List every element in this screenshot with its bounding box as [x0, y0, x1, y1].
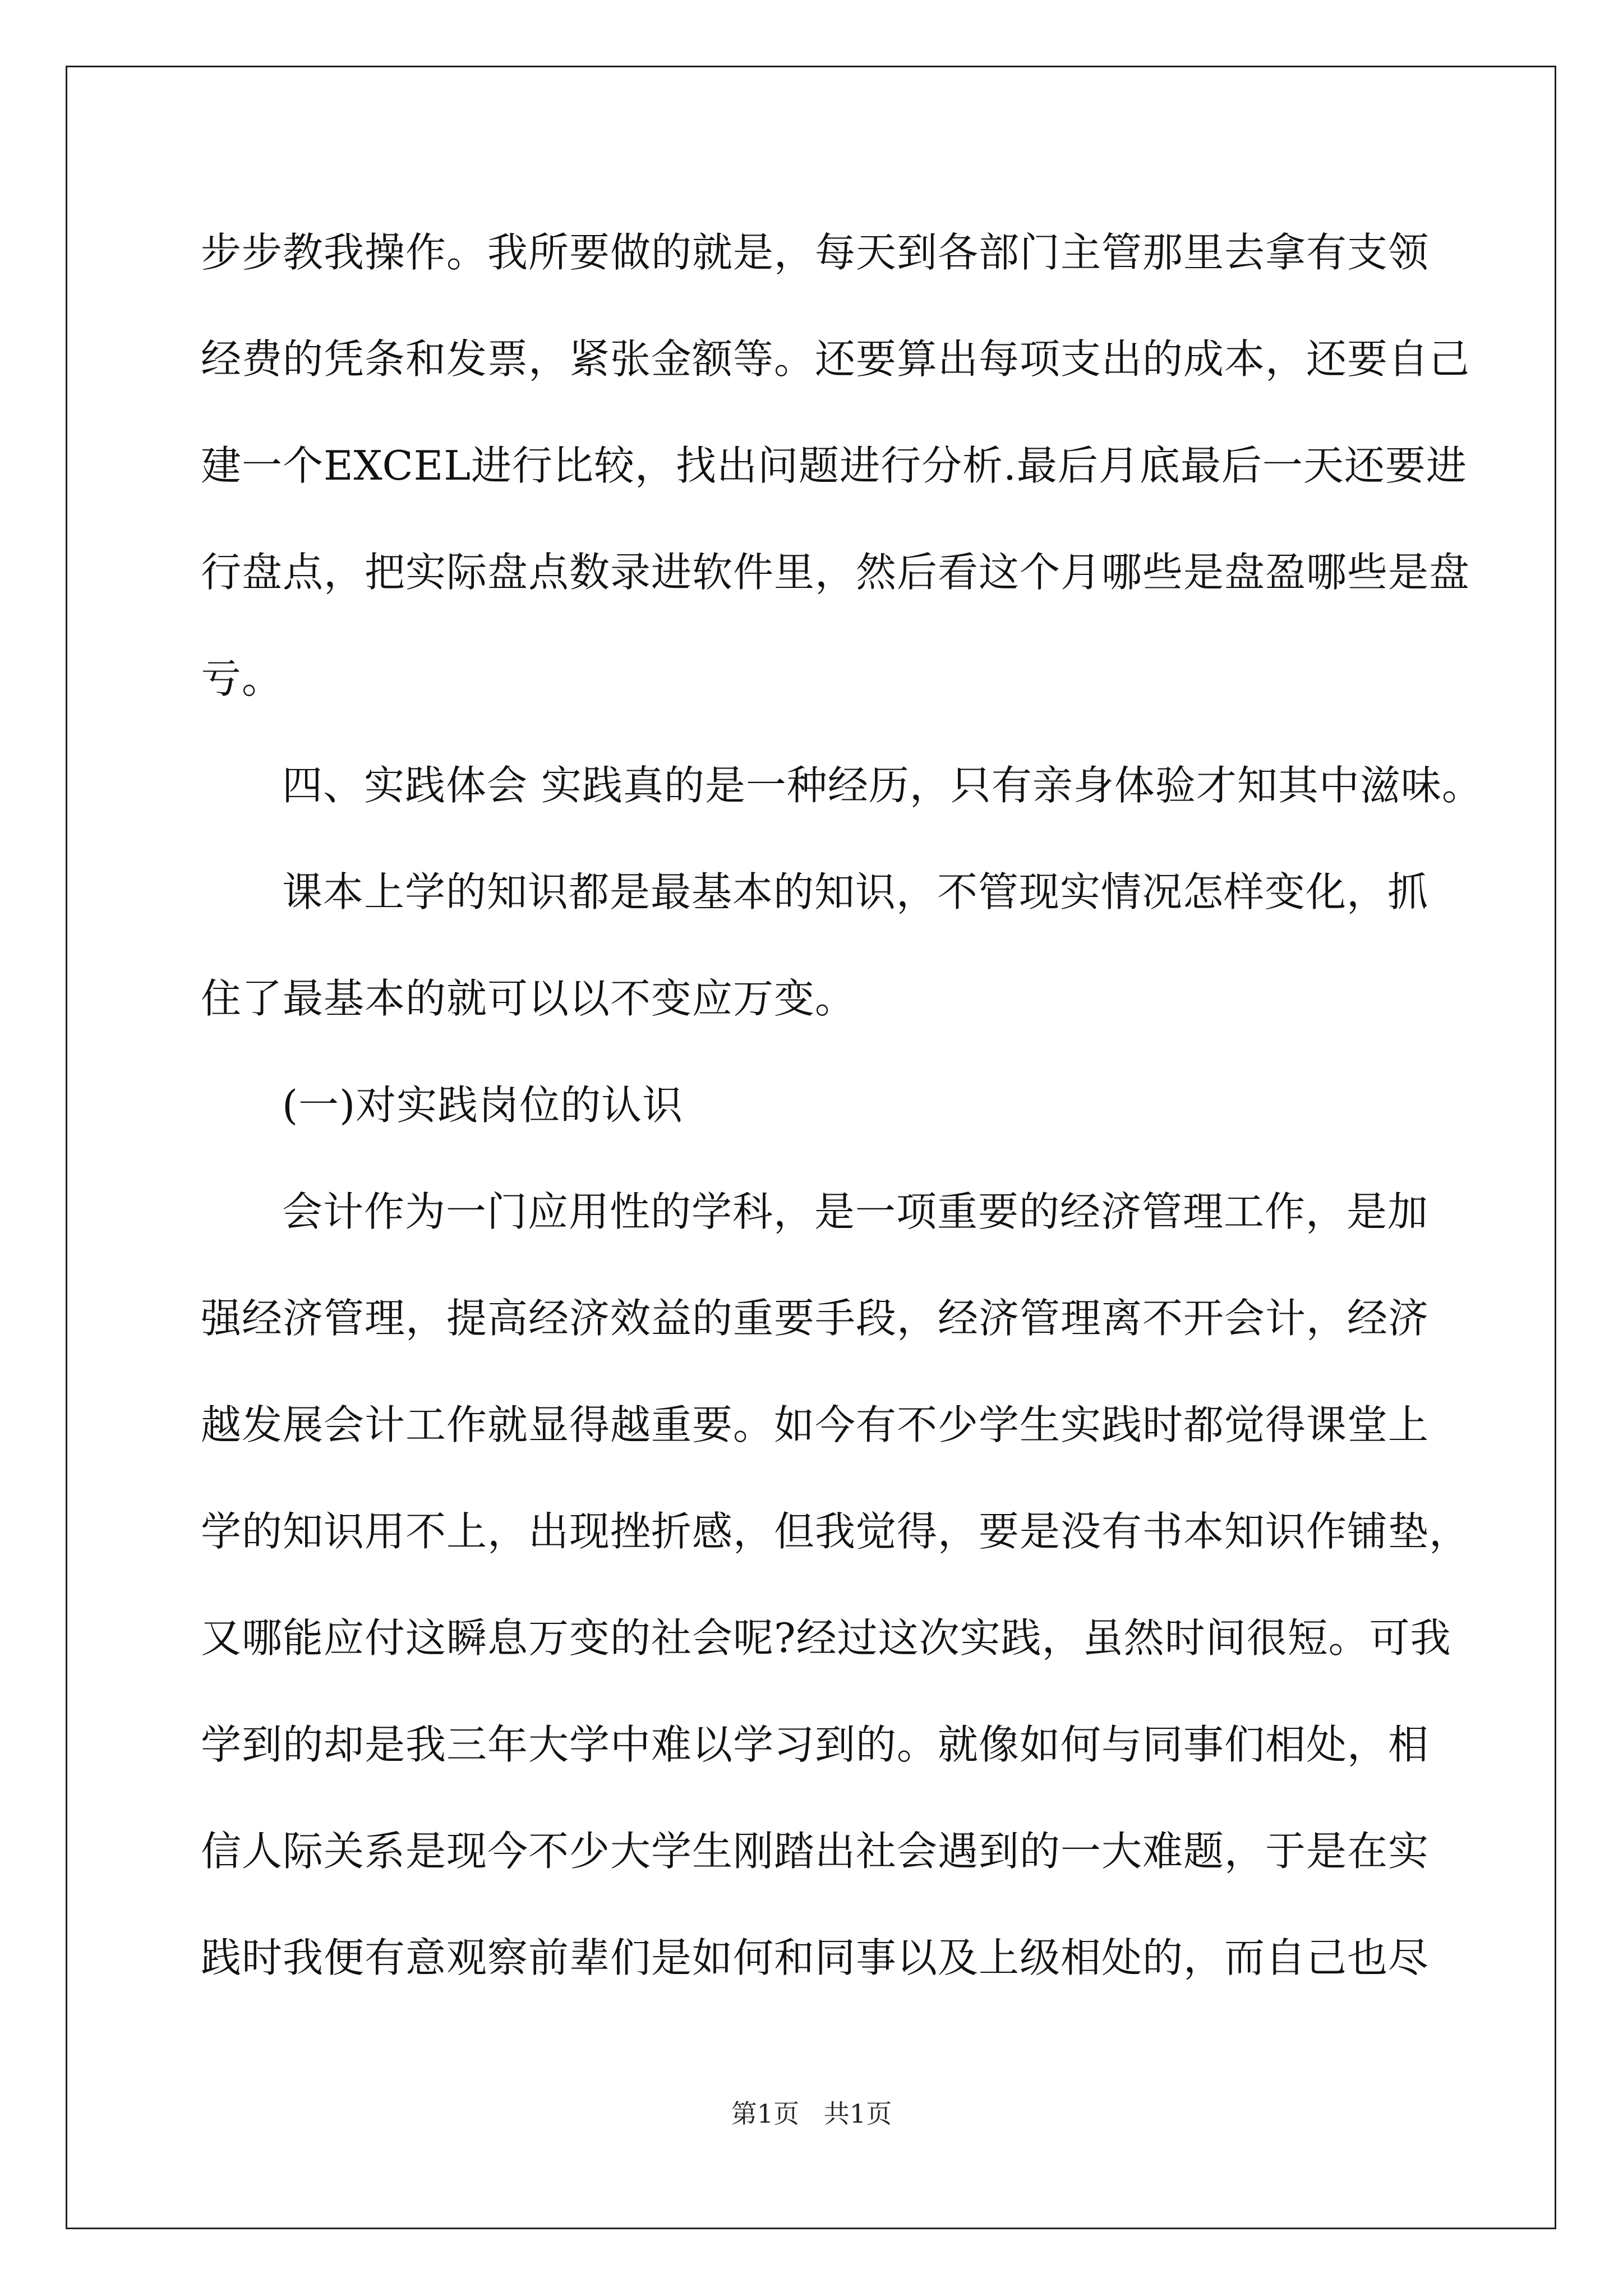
body-line-16: 信人际关系是现今不少大学生刚踏出社会遇到的一大难题，于是在实: [201, 1828, 1430, 1875]
body-line-2: 经费的凭条和发票，紧张金额等。还要算出每项支出的成本，还要自己: [201, 335, 1470, 383]
body-line-7: 课本上学的知识都是最基本的知识，不管现实情况怎样变化，抓: [282, 868, 1429, 915]
page-border: [66, 66, 1556, 2229]
body-line-17: 践时我便有意观察前辈们是如何和同事以及上级相处的，而自己也尽: [201, 1934, 1430, 1981]
subheading-job-understanding: (一)对实践岗位的认识: [282, 1082, 684, 1129]
section-heading-practice-experience: 四、实践体会 实践真的是一种经历，只有亲身体验才知其中滋味。: [282, 762, 1483, 809]
body-line-8: 住了最基本的就可以以不变应万变。: [201, 975, 856, 1022]
body-line-1: 步步教我操作。我所要做的就是，每天到各部门主管那里去拿有支领: [201, 229, 1430, 276]
body-line-3: 建一个EXCEL进行比较，找出问题进行分析.最后月底最后一天还要进: [201, 442, 1467, 489]
body-line-15: 学到的却是我三年大学中难以学习到的。就像如何与同事们相处，相: [201, 1721, 1430, 1768]
body-line-11: 强经济管理，提高经济效益的重要手段，经济管理离不开会计，经济: [201, 1295, 1430, 1342]
body-line-10: 会计作为一门应用性的学科，是一项重要的经济管理工作，是加: [282, 1188, 1429, 1235]
body-line-12: 越发展会计工作就显得越重要。如今有不少学生实践时都觉得课堂上: [201, 1401, 1430, 1448]
body-line-4: 行盘点，把实际盘点数录进软件里，然后看这个月哪些是盘盈哪些是盘: [201, 549, 1470, 596]
body-line-13: 学的知识用不上，出现挫折感，但我觉得，要是没有书本知识作铺垫，: [201, 1508, 1470, 1555]
body-line-5: 亏。: [201, 655, 283, 702]
page-footer: 第1页 共1页: [731, 2099, 892, 2129]
body-line-14: 又哪能应付这瞬息万变的社会呢?经过这次实践，虽然时间很短。可我: [201, 1614, 1451, 1662]
